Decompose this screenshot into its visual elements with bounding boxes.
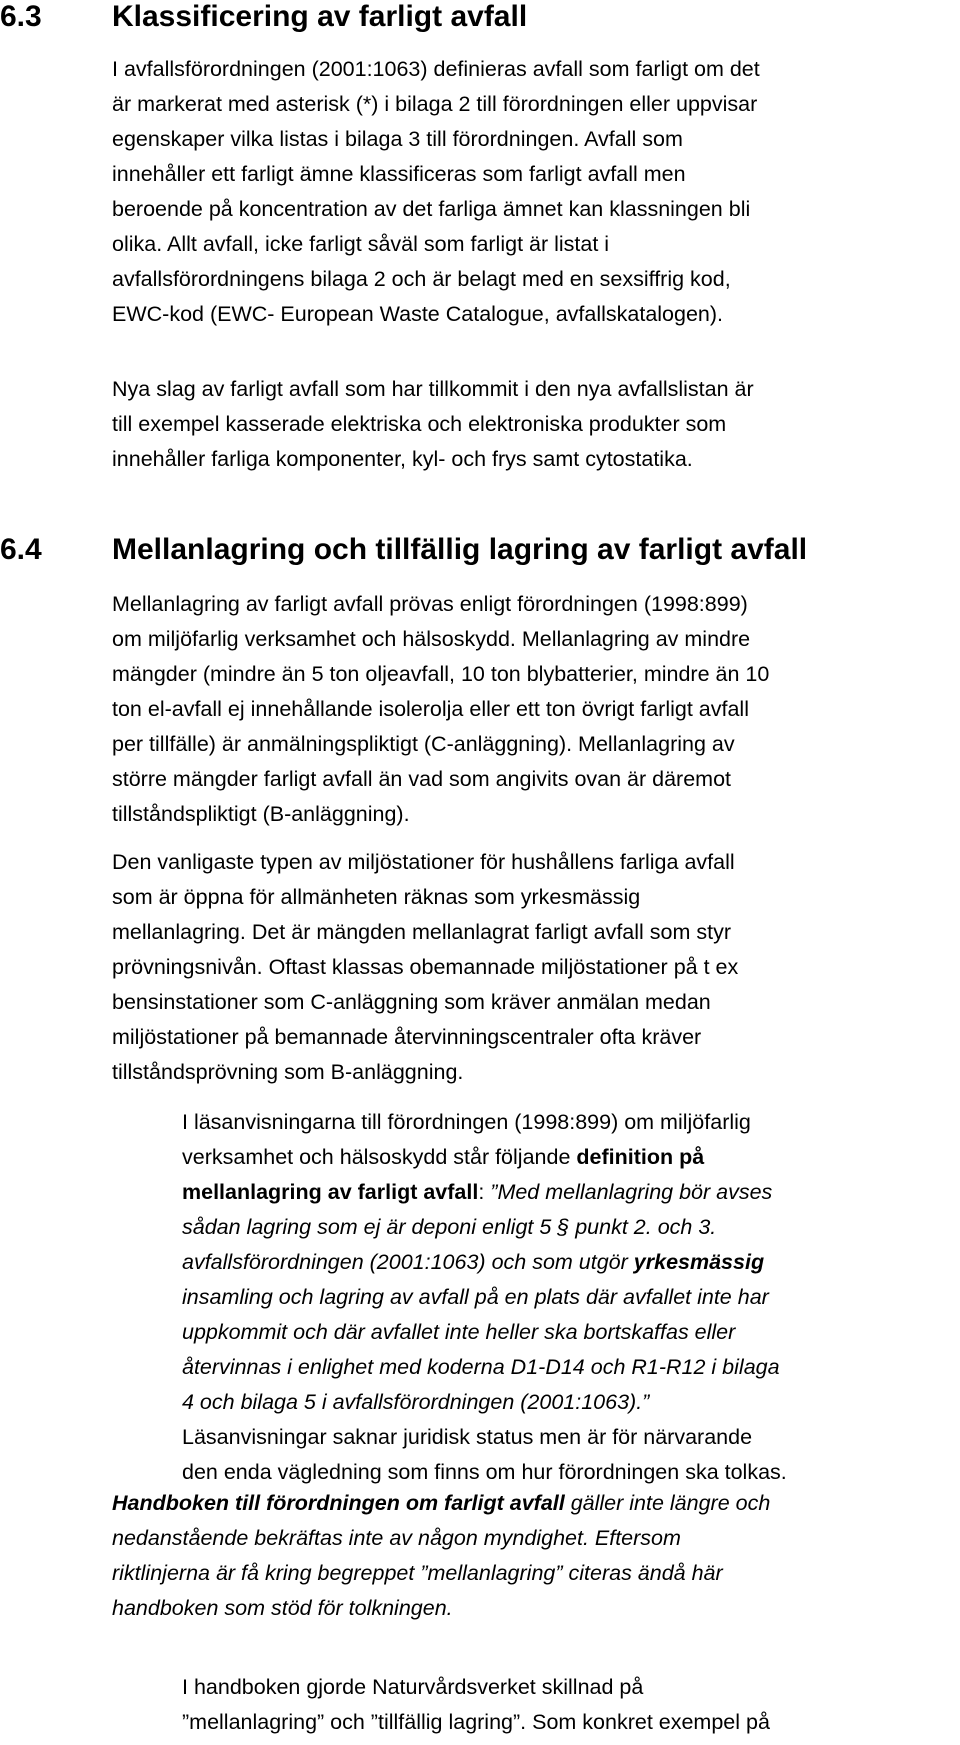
text-line: handboken som stöd för tolkningen. bbox=[112, 1596, 453, 1620]
text-line: per tillfälle) är anmälningspliktigt (C-anläggning). Mellanlagring av bbox=[112, 732, 735, 756]
text-line: är markerat med asterisk (*) i bilaga 2 till förordningen eller uppvisar bbox=[112, 92, 758, 116]
section-heading-6-4 bbox=[0, 533, 807, 567]
bold-term: definition på bbox=[576, 1145, 705, 1169]
text-line: tillståndsprövning som B-anläggning. bbox=[112, 1060, 464, 1084]
paragraph-new-waste-types bbox=[112, 372, 957, 477]
section-title: Mellanlagring och tillfällig lagring av farligt avfall bbox=[112, 533, 808, 566]
text-line: mängder (mindre än 5 ton oljeavfall, 10 ton blybatterier, mindre än 10 bbox=[112, 662, 770, 686]
quote-text: ”Med mellanlagring bör avses bbox=[490, 1180, 773, 1204]
paragraph-handbook bbox=[112, 1486, 957, 1626]
guidance-quote bbox=[182, 1105, 957, 1490]
text-line: beroende på koncentration av det farliga ämnet kan klassningen bli bbox=[112, 197, 751, 221]
text-line: tillståndspliktigt (B-anläggning). bbox=[112, 802, 410, 826]
text-line: den enda vägledning som finns om hur förordningen ska tolkas. bbox=[182, 1460, 787, 1484]
text-line bbox=[182, 1105, 957, 1140]
text-line: innehåller ett farligt ämne klassificeras som farligt avfall men bbox=[112, 162, 686, 186]
quote-text: avfallsförordningen (2001:1063) och som utgör bbox=[182, 1250, 634, 1274]
paragraph-handbook-distinction bbox=[182, 1670, 957, 1740]
text-line: I avfallsförordningen (2001:1063) definieras avfall som farligt om det bbox=[112, 57, 760, 81]
section-number: 6.4 bbox=[0, 533, 42, 566]
text-line: Mellanlagring av farligt avfall prövas enligt förordningen (1998:899) bbox=[112, 592, 748, 616]
text-span: : bbox=[478, 1180, 491, 1204]
text-line: som är öppna för allmänheten räknas som yrkesmässig bbox=[112, 885, 641, 909]
text-line: I handboken gjorde Naturvårdsverket skillnad på bbox=[182, 1675, 644, 1699]
text-line: större mängder farligt avfall än vad som angivits ovan är däremot bbox=[112, 767, 732, 791]
text-line: ton el-avfall ej innehållande isolerolja eller ett ton övrigt farligt avfall bbox=[112, 697, 749, 721]
quote-line: sådan lagring som ej är deponi enligt 5 § punkt 2. och 3. bbox=[182, 1215, 717, 1239]
text-line: om miljöfarlig verksamhet och hälsoskydd. Mellanlagring av mindre bbox=[112, 627, 751, 651]
text-line: prövningsnivån. Oftast klassas obemannade miljöstationer på t ex bbox=[112, 955, 739, 979]
quote-line: 4 och bilaga 5 i avfallsförordningen (2001:1063).” bbox=[182, 1390, 650, 1414]
text-line bbox=[112, 1486, 957, 1521]
quote-line: återvinnas i enlighet med koderna D1-D14 och R1-R12 i bilaga bbox=[182, 1355, 780, 1379]
section-title: Klassificering av farligt avfall bbox=[112, 0, 528, 33]
section-heading-6-3 bbox=[0, 0, 527, 34]
bold-term: yrkesmässig bbox=[633, 1250, 765, 1274]
text-line: riktlinjerna är få kring begreppet ”mellanlagring” citeras ändå här bbox=[112, 1561, 723, 1585]
text-line: innehåller farliga komponenter, kyl- och frys samt cytostatika. bbox=[112, 447, 693, 471]
text-line: nedanstående bekräftas inte av någon myndighet. Eftersom bbox=[112, 1526, 681, 1550]
text-line: miljöstationer på bemannade återvinningscentraler ofta kräver bbox=[112, 1025, 702, 1049]
section-number: 6.3 bbox=[0, 0, 42, 33]
quote-line bbox=[182, 1245, 957, 1280]
text-span: I läsanvisningarna till förordningen (1998:899) om miljöfarlig bbox=[182, 1110, 751, 1134]
text-line bbox=[182, 1140, 957, 1175]
text-line: Den vanligaste typen av miljöstationer för hushållens farliga avfall bbox=[112, 850, 735, 874]
text-span: gäller inte längre och bbox=[564, 1491, 771, 1515]
text-line: mellanlagring. Det är mängden mellanlagrat farligt avfall som styr bbox=[112, 920, 731, 944]
text-line: till exempel kasserade elektriska och elektroniska produkter som bbox=[112, 412, 727, 436]
paragraph-intermediate-storage bbox=[112, 587, 957, 832]
text-line: Nya slag av farligt avfall som har tillkommit i den nya avfallslistan är bbox=[112, 377, 754, 401]
bold-term: Handboken till förordningen om farligt avfall bbox=[112, 1491, 565, 1515]
text-span: verksamhet och hälsoskydd står följande bbox=[182, 1145, 577, 1169]
text-line: ”mellanlagring” och ”tillfällig lagring”. Som konkret exempel på bbox=[182, 1710, 770, 1734]
text-line: EWC-kod (EWC- European Waste Catalogue, avfallskatalogen). bbox=[112, 302, 724, 326]
text-line: bensinstationer som C-anläggning som kräver anmälan medan bbox=[112, 990, 711, 1014]
text-line: avfallsförordningens bilaga 2 och är belagt med en sexsiffrig kod, bbox=[112, 267, 731, 291]
bold-term: mellanlagring av farligt avfall bbox=[182, 1180, 479, 1204]
quote-line: insamling och lagring av avfall på en plats där avfallet inte har bbox=[182, 1285, 769, 1309]
paragraph-classification bbox=[112, 52, 957, 332]
text-line: Läsanvisningar saknar juridisk status men är för närvarande bbox=[182, 1425, 753, 1449]
quote-line: uppkommit och där avfallet inte heller ska bortskaffas eller bbox=[182, 1320, 736, 1344]
text-line: olika. Allt avfall, icke farligt såväl som farligt är listat i bbox=[112, 232, 610, 256]
text-line: egenskaper vilka listas i bilaga 3 till förordningen. Avfall som bbox=[112, 127, 683, 151]
paragraph-environmental-stations bbox=[112, 845, 957, 1090]
text-line bbox=[182, 1175, 957, 1210]
